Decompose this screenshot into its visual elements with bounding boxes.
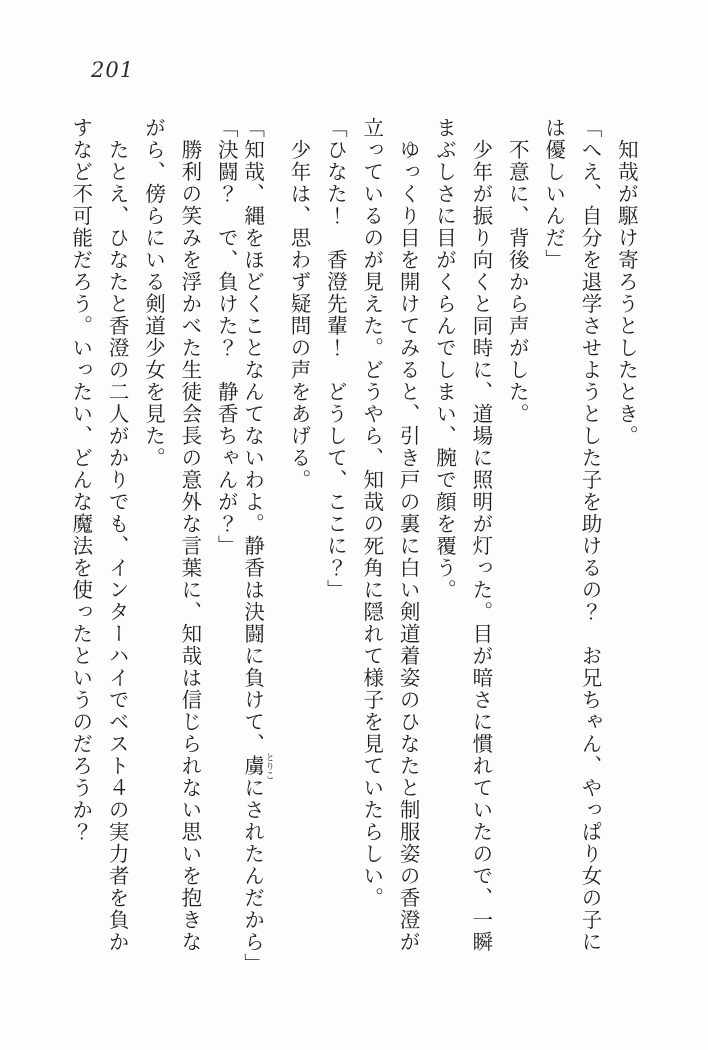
furigana: とりこ (263, 752, 274, 780)
text-column: 「へえ、自分を退学させようとした子を助けるの？ お兄ちゃん、やっぱり女の子に (577, 117, 602, 953)
text-column: 「知哉、縄をほどくことなんてないわよ。静香は決闘に負けて、虜 とりこにされたんだから」 (240, 117, 274, 975)
ruby-annotated-word: 虜 とりこ (240, 752, 274, 780)
text-column: まぶしさに目がくらんでしまい、腕で顔を覆う。 (432, 117, 457, 601)
text-column: がら、傍らにいる剣道少女を見た。 (141, 117, 166, 469)
text-column: 立っているのが見えた。どうやら、知哉の死角に隠れて様子を見ていたらしい。 (359, 117, 384, 909)
text-column: ゆっくり目を開けてみると、引き戸の裏に白い剣道着姿のひなたと制服姿の香澄が (396, 139, 421, 953)
text-column: たとえ、ひなたと香澄の二人がかりでも、インターハイでベスト４の実力者を負か (105, 139, 130, 953)
text-column: 「決闘？ で、負けた？ 静香ちゃんが？」 (214, 117, 239, 557)
text-column: は優しいんだ」 (541, 117, 566, 271)
text-column: 知哉が駆け寄ろうとしたとき。 (614, 139, 639, 447)
text-column: 「ひなた！ 香澄先輩！ どうして、ここに？」 (323, 117, 348, 601)
text-column: 少年は、思わず疑問の声をあげる。 (286, 139, 311, 491)
text-column: 少年が振り向くと同時に、道場に照明が灯った。目が暗さに慣れていたので、一瞬 (468, 139, 493, 953)
page-number: 201 (91, 58, 135, 82)
text-column: 勝利の笑みを浮かべた生徒会長の意外な言葉に、知哉は信じられない思いを抱きな (177, 139, 202, 953)
text-block (62, 117, 644, 1017)
text-column: 不意に、背後から声がした。 (505, 139, 530, 425)
text-column: すなど不可能だろう。いったい、どんな魔法を使ったというのだろうか？ (68, 117, 93, 843)
